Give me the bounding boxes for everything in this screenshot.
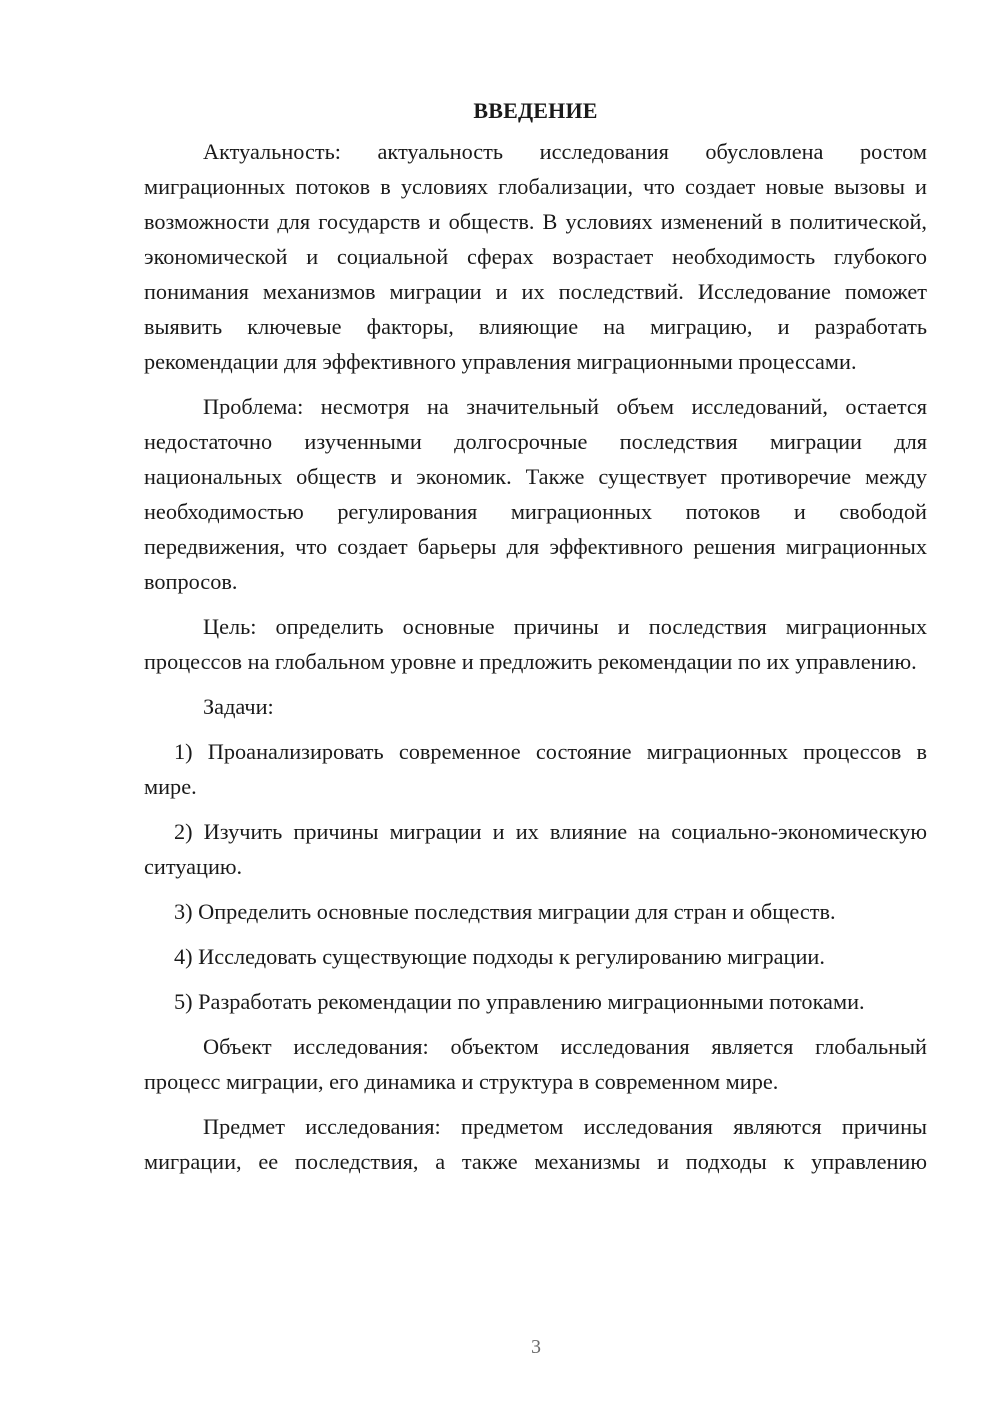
- document-page: [144, 96, 927, 1189]
- paragraph-relevance: Актуальность: актуальность исследования обусловлена ростом миграционных потоков в условиях глобализации, что создает новые вызовы и возможности для государств и обществ. В условиях изменений в политической, экономической и социальной сферах возрастает необходимость глубокого понимания механизмов миграции и их последствий. Исследование поможет выявить ключевые факторы, влияющие на миграцию, и разработать рекомендации для эффективного управления миграционными процессами.: [144, 139, 927, 374]
- task-item: 3) Определить основные последствия миграции для стран и обществ.: [174, 899, 836, 924]
- section-title: ВВЕДЕНИЕ: [473, 98, 598, 123]
- task-item: 5) Разработать рекомендации по управлению миграционными потоками.: [174, 989, 865, 1014]
- task-item: 4) Исследовать существующие подходы к регулированию миграции.: [174, 944, 825, 969]
- page-number: 3: [531, 1336, 541, 1358]
- paragraph-subject: Предмет исследования: предметом исследования являются причины миграции, ее последствия, а также механизмы и подходы к управлению: [144, 1114, 927, 1174]
- task-item: 1) Проанализировать современное состояние миграционных процессов в мире.: [144, 739, 927, 799]
- paragraph-goal: Цель: определить основные причины и последствия миграционных процессов на глобальном уровне и предложить рекомендации по их управлению.: [144, 614, 927, 674]
- task-item: 2) Изучить причины миграции и их влияние на социально-экономическую ситуацию.: [144, 819, 927, 879]
- paragraph-object: Объект исследования: объектом исследования является глобальный процесс миграции, его динамика и структура в современном мире.: [144, 1034, 927, 1094]
- paragraph-problem: Проблема: несмотря на значительный объем исследований, остается недостаточно изученными долгосрочные последствия миграции для национальных обществ и экономик. Также существует противоречие между необходимостью регулирования миграционных потоков и свободой передвижения, что создает барьеры для эффективного решения миграционных вопросов.: [144, 394, 927, 594]
- tasks-label: Задачи:: [203, 694, 274, 719]
